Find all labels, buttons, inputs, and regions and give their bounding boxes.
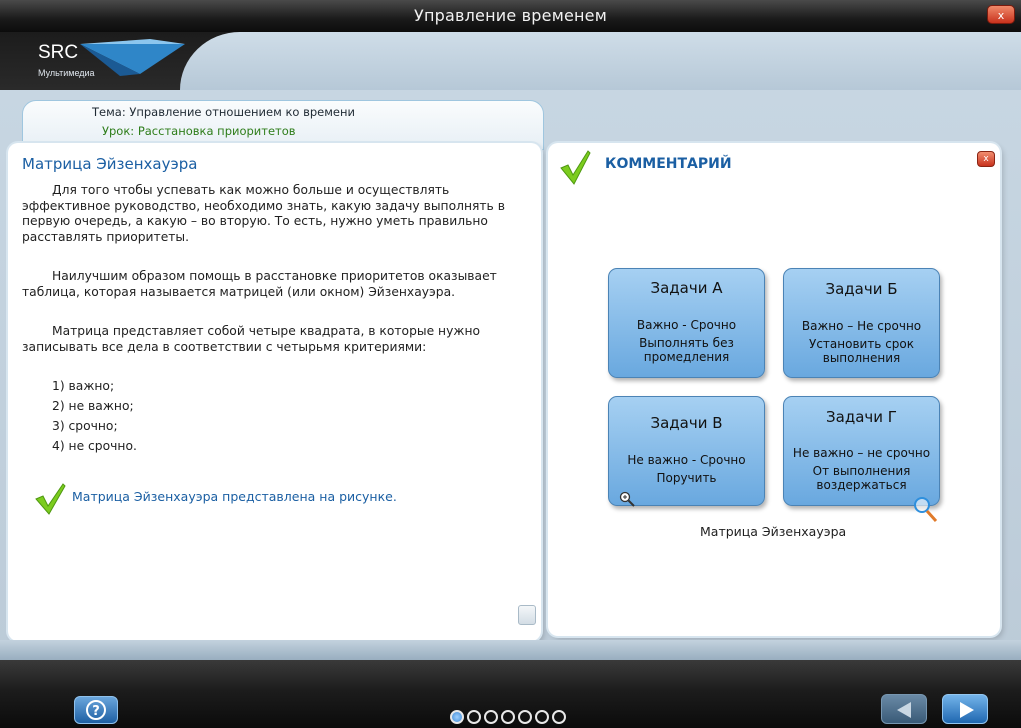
quadrant-action: выполнения bbox=[822, 351, 901, 365]
page-dot-6[interactable] bbox=[535, 710, 549, 724]
window-title: Управление временем bbox=[414, 6, 607, 25]
help-icon: ? bbox=[86, 700, 106, 720]
window-close-button[interactable]: x bbox=[987, 5, 1015, 24]
quadrant-action: промедления bbox=[643, 350, 730, 364]
comment-panel bbox=[548, 143, 1000, 636]
topic-label: Тема: Управление отношением ко времени bbox=[92, 105, 355, 119]
magnifier-icon[interactable] bbox=[912, 495, 938, 523]
page-dot-7[interactable] bbox=[552, 710, 566, 724]
zoom-in-icon[interactable] bbox=[619, 491, 635, 507]
list-item: 1) важно; bbox=[52, 379, 115, 393]
paragraph-3: Матрица представляет собой четыре квадрата, в которые нужно записывать все дела в соответствии с четырьмя критериями: bbox=[22, 324, 481, 354]
list-item: 2) не важно; bbox=[52, 399, 134, 413]
list-item: 3) срочно; bbox=[52, 419, 118, 433]
quadrant-action: воздержаться bbox=[816, 478, 907, 492]
matrix-caption: Матрица Эйзенхауэра bbox=[700, 524, 847, 539]
page-dot-1[interactable] bbox=[450, 710, 464, 724]
quadrant-action: От выполнения bbox=[812, 464, 911, 478]
quadrant-title: Задачи Г bbox=[826, 408, 897, 426]
next-button[interactable] bbox=[942, 694, 988, 724]
page-dot-5[interactable] bbox=[518, 710, 532, 724]
page-dot-2[interactable] bbox=[467, 710, 481, 724]
page-dot-4[interactable] bbox=[501, 710, 515, 724]
paragraph-1: Для того чтобы успевать как можно больше и осуществлять эффективное руководство, необходимо знать, какую задачу выполнять в первую очередь, а какую – во вторую. То есть, нужно уметь правильно расставлять приоритеты. bbox=[22, 183, 505, 244]
comment-close-button[interactable]: x bbox=[977, 151, 995, 167]
quadrant-b bbox=[783, 268, 940, 378]
note-text: Матрица Эйзенхауэра представлена на рисунке. bbox=[72, 489, 397, 504]
logo-text: SRC bbox=[38, 42, 79, 63]
quadrant-a bbox=[608, 268, 765, 378]
quadrant-criteria: Важно - Срочно bbox=[636, 318, 737, 332]
comment-title: КОММЕНТАРИЙ bbox=[605, 156, 732, 172]
quadrant-criteria: Не важно – не срочно bbox=[792, 446, 931, 460]
quadrant-title: Задачи Б bbox=[825, 280, 898, 298]
logo bbox=[20, 36, 185, 84]
page-dot-3[interactable] bbox=[484, 710, 498, 724]
scrollbar-thumb[interactable] bbox=[518, 605, 536, 625]
arrow-left-icon bbox=[897, 702, 911, 718]
previous-button[interactable] bbox=[881, 694, 927, 724]
list-item: 4) не срочно. bbox=[52, 439, 137, 453]
quadrant-criteria: Важно – Не срочно bbox=[801, 319, 922, 333]
help-button[interactable] bbox=[74, 696, 118, 724]
quadrant-v bbox=[608, 396, 765, 506]
lesson-label: Урок: Расстановка приоритетов bbox=[102, 124, 296, 138]
checkmark-icon bbox=[558, 148, 592, 186]
quadrant-action: Поручить bbox=[656, 471, 717, 485]
arrow-right-icon bbox=[960, 702, 974, 718]
logo-shape-icon bbox=[80, 36, 185, 76]
quadrant-title: Задачи А bbox=[650, 279, 723, 297]
quadrant-criteria: Не важно - Срочно bbox=[627, 453, 746, 467]
quadrant-g bbox=[783, 396, 940, 506]
quadrant-action: Установить срок bbox=[809, 337, 914, 351]
logo-subtitle: Мультимедиа bbox=[38, 68, 95, 78]
paragraph-2: Наилучшим образом помощь в расстановке приоритетов оказывает таблица, которая называется матрицей (или окном) Эйзенхауэра. bbox=[22, 269, 497, 299]
page-title: Матрица Эйзенхауэра bbox=[22, 155, 198, 173]
quadrant-action: Выполнять без bbox=[639, 336, 734, 350]
quadrant-title: Задачи В bbox=[650, 414, 723, 432]
checkmark-icon bbox=[33, 482, 67, 516]
